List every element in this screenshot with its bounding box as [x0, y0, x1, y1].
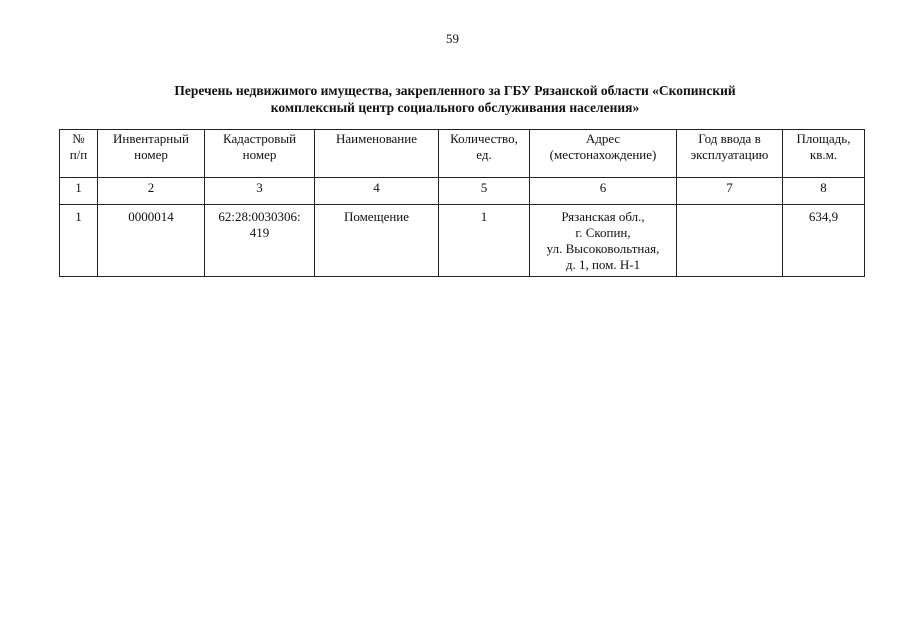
header-cell-commission-year: Год ввода в эксплуатацию — [677, 130, 783, 178]
column-number-cell: 4 — [315, 178, 439, 205]
row-num-cell: 1 — [60, 205, 98, 277]
column-number-cell: 8 — [783, 178, 865, 205]
document-title-line-1: Перечень недвижимого имущества, закрепленного за ГБУ Рязанской области «Скопинский — [174, 83, 736, 98]
header-cell-name: Наименование — [315, 130, 439, 178]
property-table — [59, 129, 865, 277]
name-cell: Помещение — [315, 205, 439, 277]
document-title-line-2: комплексный центр социального обслуживания населения» — [270, 100, 640, 115]
quantity-cell: 1 — [439, 205, 530, 277]
table-header-row — [60, 130, 865, 178]
document-title — [60, 82, 850, 116]
header-cell-inventory-number: Инвентарный номер — [98, 130, 205, 178]
header-cell-quantity: Количество, ед. — [439, 130, 530, 178]
column-number-row — [60, 178, 865, 205]
column-number-cell: 3 — [205, 178, 315, 205]
header-cell-area: Площадь, кв.м. — [783, 130, 865, 178]
column-number-cell: 7 — [677, 178, 783, 205]
header-cell-num: № п/п — [60, 130, 98, 178]
column-number-cell: 6 — [530, 178, 677, 205]
area-cell: 634,9 — [783, 205, 865, 277]
cadastral-number-cell: 62:28:0030306: 419 — [205, 205, 315, 277]
inventory-number-cell: 0000014 — [98, 205, 205, 277]
commission-year-cell — [677, 205, 783, 277]
header-cell-address: Адрес (местонахождение) — [530, 130, 677, 178]
header-cell-cadastral-number: Кадастровый номер — [205, 130, 315, 178]
page-number: 59 — [446, 31, 459, 46]
address-cell: Рязанская обл., г. Скопин, ул. Высоковольтная, д. 1, пом. Н-1 — [530, 205, 677, 277]
column-number-cell: 5 — [439, 178, 530, 205]
column-number-cell: 2 — [98, 178, 205, 205]
column-number-cell: 1 — [60, 178, 98, 205]
table-row — [60, 205, 865, 277]
